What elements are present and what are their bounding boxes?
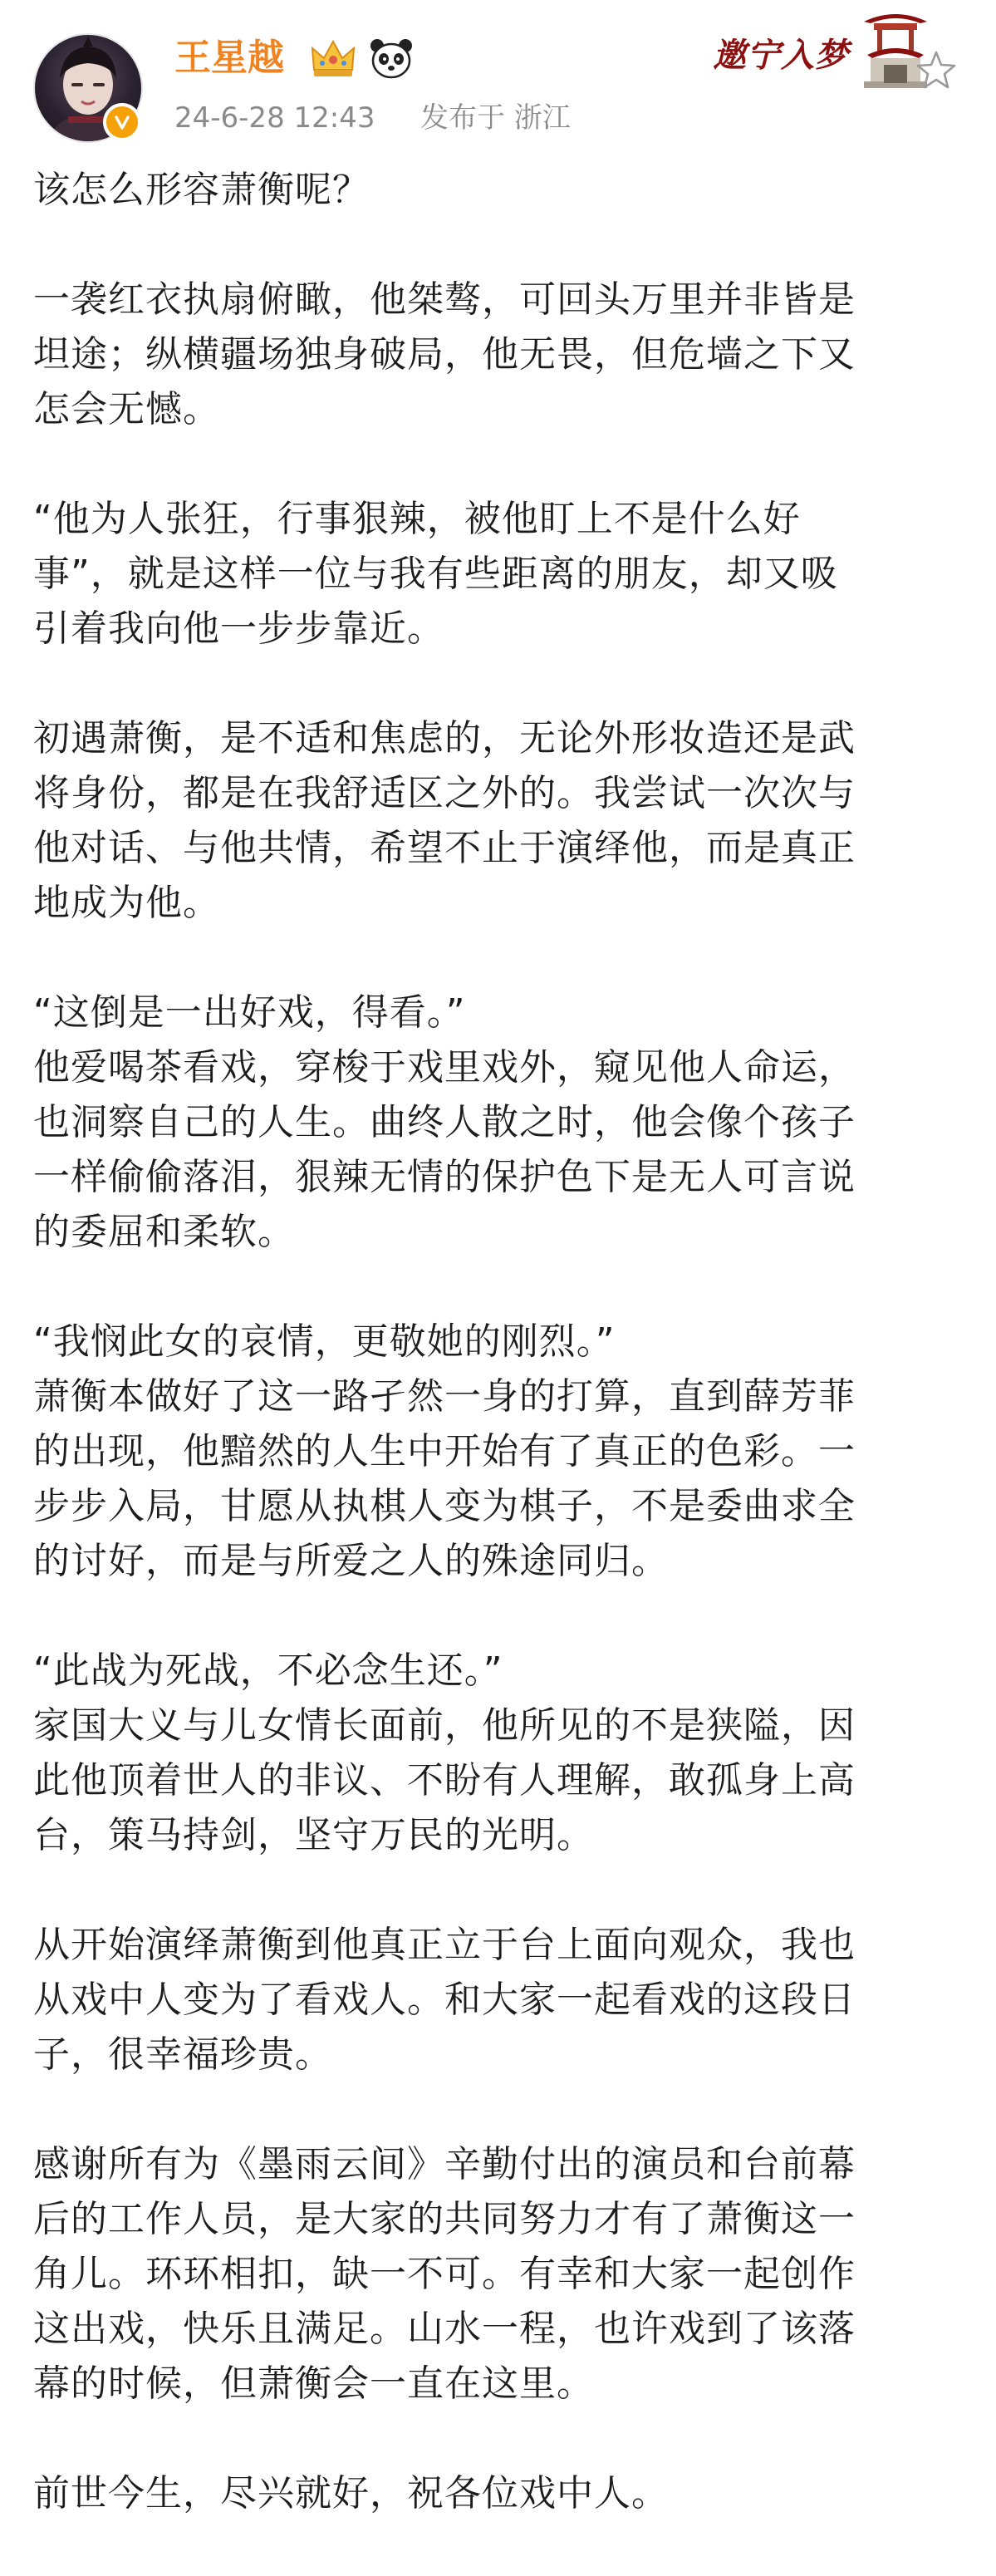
post-paragraph bbox=[33, 2466, 965, 2521]
post-text-line: 该怎么形容萧衡呢？ bbox=[33, 169, 370, 211]
post-text-line: 将身份，都是在我舒适区之外的。我尝试一次次与 bbox=[33, 772, 856, 814]
post-text-line: 事”，就是这样一位与我有些距离的朋友，却又吸 bbox=[33, 553, 838, 595]
post-text-line: 幕的时候，但萧衡会一直在这里。 bbox=[33, 2362, 594, 2405]
post-text-line: 一袭红衣执扇俯瞰，他桀骜，可回头万里并非皆是 bbox=[33, 278, 856, 321]
post-text-line: “此战为死战，不必念生还。” bbox=[33, 1649, 503, 1692]
post-text-line: 的讨好，而是与所爱之人的殊途同归。 bbox=[33, 1540, 669, 1582]
post-text-line: 怎会无憾。 bbox=[33, 388, 220, 430]
panda-icon[interactable] bbox=[369, 37, 414, 80]
post-header bbox=[0, 0, 996, 166]
post-text-line: 坦途；纵横疆场独身破局，他无畏，但危墙之下又 bbox=[33, 333, 856, 376]
post-paragraph bbox=[33, 2137, 965, 2411]
post-text-line: 这出戏，快乐且满足。山水一程，也许戏到了该落 bbox=[33, 2308, 856, 2350]
decoration-text: 邀宁入梦 bbox=[713, 36, 849, 75]
post-text-line: “他为人张狂，行事狠辣，被他盯上不是什么好 bbox=[33, 498, 801, 540]
post-text-line: 初遇萧衡，是不适和焦虑的，无论外形妆造还是武 bbox=[33, 717, 856, 760]
post-paragraph bbox=[33, 1315, 965, 1589]
post-text-line: 家国大义与儿女情长面前，他所见的不是狭隘，因 bbox=[33, 1704, 856, 1747]
post-text-line: 子，很幸福珍贵。 bbox=[33, 2033, 332, 2076]
post-text-line: 感谢所有为《墨雨云间》辛勤付出的演员和台前幕 bbox=[33, 2143, 856, 2185]
post-text-line: 台，策马持剑，坚守万民的光明。 bbox=[33, 1814, 594, 1856]
post-paragraph bbox=[33, 163, 965, 218]
post-paragraph bbox=[33, 273, 965, 437]
post-text-line: 也洞察自己的人生。曲终人散之时，他会像个孩子 bbox=[33, 1101, 856, 1143]
post-text-line: 从戏中人变为了看戏人。和大家一起看戏的这段日 bbox=[33, 1979, 856, 2021]
post-paragraph bbox=[33, 1644, 965, 1863]
post-text-line: 的委屈和柔软。 bbox=[33, 1211, 295, 1253]
post-text-line: 此他顶着世人的非议、不盼有人理解，敢孤身上高 bbox=[33, 1759, 856, 1802]
post-text-line: “我悯此女的哀情，更敬她的刚烈。” bbox=[33, 1320, 616, 1363]
post-paragraph bbox=[33, 711, 965, 931]
post-text-line: 后的工作人员，是大家的共同努力才有了萧衡这一 bbox=[33, 2198, 856, 2240]
post-text-line: 萧衡本做好了这一路孑然一身的打算，直到薛芳菲 bbox=[33, 1375, 856, 1418]
post-paragraph bbox=[33, 492, 965, 656]
post-location: 发布于 浙江 bbox=[420, 101, 571, 135]
post-text-line: 步步入局，甘愿从执棋人变为棋子，不是委曲求全 bbox=[33, 1485, 856, 1527]
post-text-line: 从开始演绎萧衡到他真正立于台上面向观众，我也 bbox=[33, 1924, 856, 1966]
verified-v-icon bbox=[103, 103, 141, 141]
post-text-line: 角儿。环环相扣，缺一不可。有幸和大家一起创作 bbox=[33, 2253, 856, 2295]
post-paragraph bbox=[33, 986, 965, 1260]
post-text-line: 一样偷偷落泪，狠辣无情的保护色下是无人可言说 bbox=[33, 1156, 856, 1198]
author-name[interactable]: 王星越 bbox=[174, 37, 284, 79]
post-text-line: 的出现，他黯然的人生中开始有了真正的色彩。一 bbox=[33, 1430, 856, 1472]
post-text-line: 前世今生，尽兴就好，祝各位戏中人。 bbox=[33, 2472, 669, 2515]
star-outline-icon[interactable] bbox=[914, 48, 959, 93]
post-text-line: “这倒是一出好戏，得看。” bbox=[33, 991, 466, 1034]
post-content bbox=[33, 163, 965, 2576]
crown-icon[interactable] bbox=[309, 37, 357, 80]
post-text-line: 他对话、与他共情，希望不止于演绎他，而是真正 bbox=[33, 827, 856, 869]
post-paragraph bbox=[33, 1918, 965, 2082]
post-text-line: 引着我向他一步步靠近。 bbox=[33, 607, 444, 650]
post-text-line: 他爱喝茶看戏，穿梭于戏里戏外，窥见他人命运， bbox=[33, 1046, 856, 1089]
post-timestamp: 24-6-28 12:43 bbox=[174, 101, 375, 135]
post-text-line: 地成为他。 bbox=[33, 882, 220, 924]
